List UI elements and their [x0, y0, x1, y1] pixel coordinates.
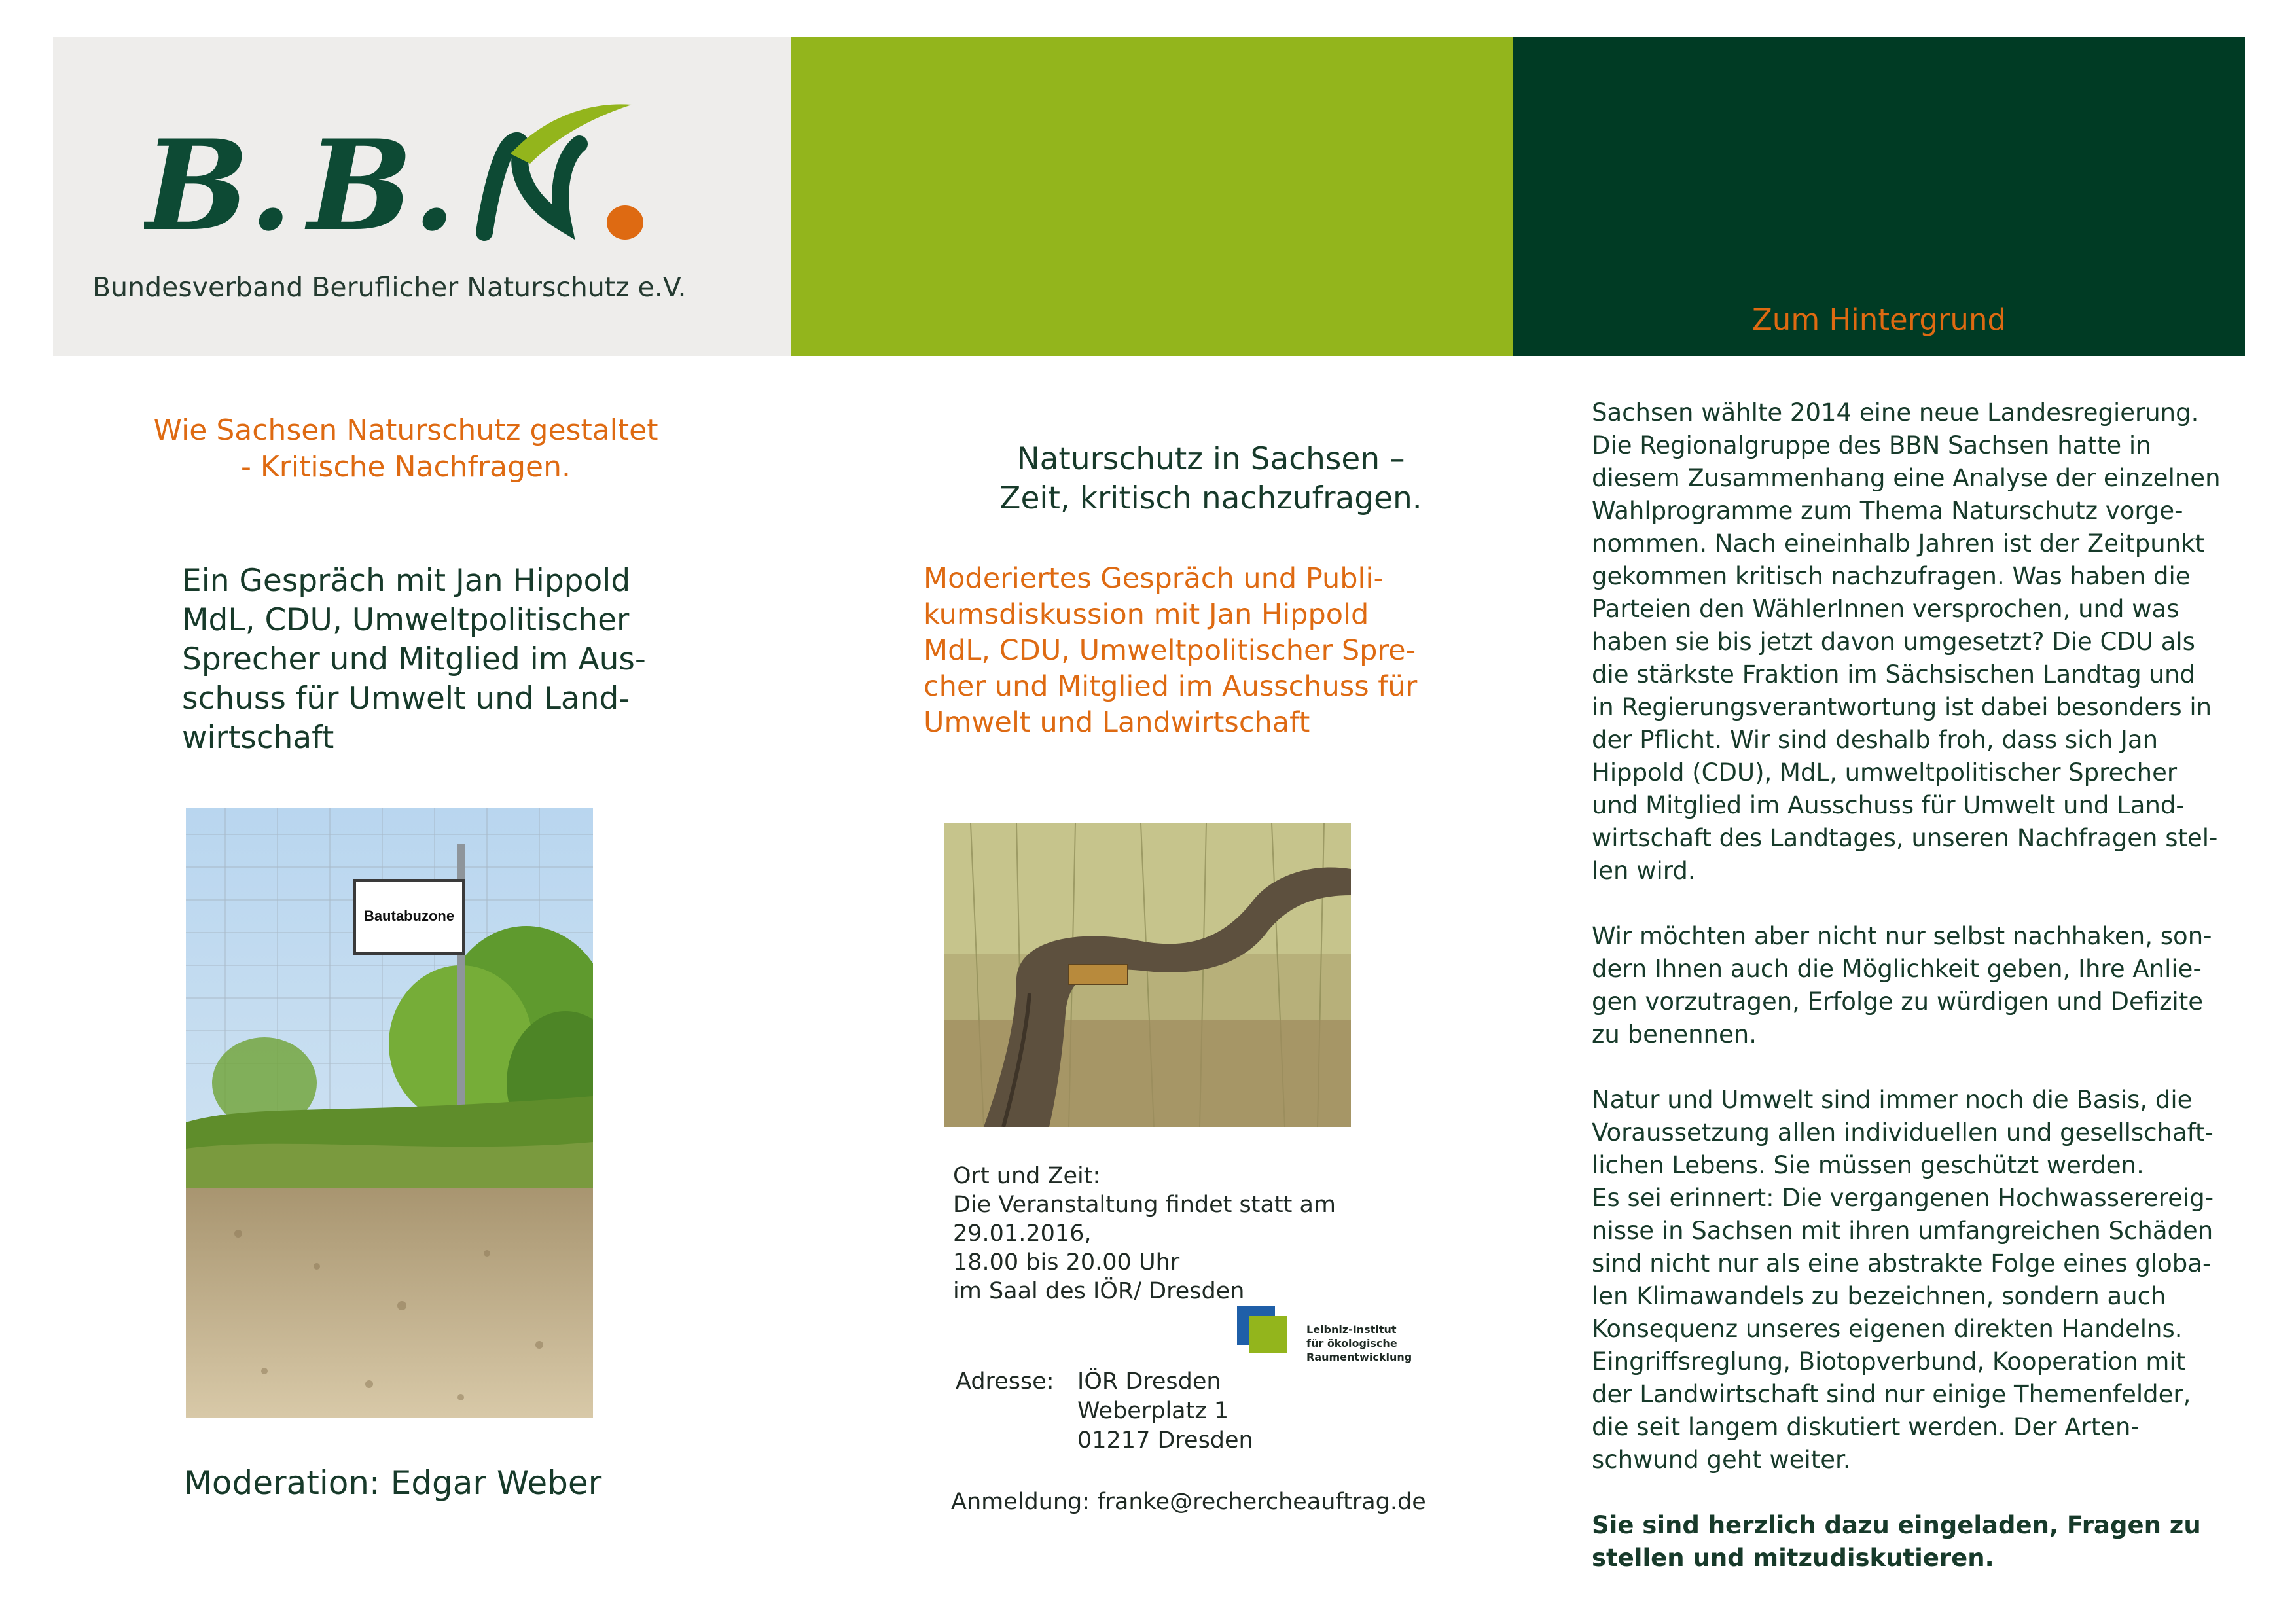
- body-line: Parteien den WählerInnen versprochen, und was: [1592, 595, 2179, 623]
- intro-line: MdL, CDU, Umweltpolitischer: [182, 602, 630, 638]
- closing-line: Sie sind herzlich dazu eingeladen, Fragen zu: [1592, 1511, 2201, 1539]
- body-line: in Regierungsverantwortung ist dabei besonders in: [1592, 693, 2212, 721]
- event-line: 29.01.2016,: [953, 1221, 1092, 1247]
- intro-line: schuss für Umwelt und Land-: [182, 681, 630, 717]
- body-line: wirtschaft des Landtages, unseren Nachfragen stel-: [1592, 824, 2218, 852]
- body-line: Die Regionalgruppe des BBN Sachsen hatte in: [1592, 431, 2151, 459]
- intro-line: Sprecher und Mitglied im Aus-: [182, 641, 646, 677]
- event-line: Die Veranstaltung findet statt am: [953, 1192, 1336, 1218]
- photo-bautabuzone-sign: [186, 808, 593, 1418]
- closing-line: stellen und mitzudiskutieren.: [1592, 1544, 1994, 1572]
- event-line: im Saal des IÖR/ Dresden: [953, 1278, 1245, 1304]
- column1-title-line: - Kritische Nachfragen.: [241, 450, 571, 484]
- intro-line: Ein Gespräch mit Jan Hippold: [182, 563, 631, 599]
- event-info: [953, 1162, 1411, 1306]
- body-line: Hippold (CDU), MdL, umweltpolitischer Sprecher: [1592, 758, 2178, 787]
- body-line: len wird.: [1592, 857, 1696, 885]
- paragraph-gap: [1592, 887, 2233, 920]
- subtitle-line: MdL, CDU, Umweltpolitischer Spre-: [924, 634, 1416, 667]
- body-line: schwund geht weiter.: [1592, 1446, 1851, 1474]
- subtitle-line: cher und Mitglied im Ausschuss für: [924, 670, 1418, 703]
- subtitle-line: kumsdiskussion mit Jan Hippold: [924, 598, 1369, 631]
- body-line: nommen. Nach eineinhalb Jahren ist der Zeitpunkt: [1592, 529, 2205, 558]
- body-line: Es sei erinnert: Die vergangenen Hochwasserereig-: [1592, 1184, 2214, 1212]
- address-line: 01217 Dresden: [1077, 1427, 1253, 1454]
- subtitle-line: Umwelt und Landwirtschaft: [924, 706, 1310, 739]
- ioer-logo-line: Leibniz-Institut: [1306, 1323, 1397, 1336]
- registration-email[interactable]: Anmeldung: franke@rechercheauftrag.de: [951, 1489, 1426, 1515]
- column2-title-line: Zeit, kritisch nachzufragen.: [999, 480, 1422, 516]
- body-line: Konsequenz unseres eigenen direkten Handelns.: [1592, 1315, 2183, 1343]
- body-line: lichen Lebens. Sie müssen geschützt werden.: [1592, 1151, 2144, 1179]
- background-text: [1592, 397, 2233, 1575]
- body-line: Wahlprogramme zum Thema Naturschutz vorge-: [1592, 497, 2183, 525]
- column2-subtitle: [924, 561, 1447, 741]
- background-heading: Zum Hintergrund: [1751, 302, 2007, 337]
- column1-title: [111, 412, 700, 486]
- ioer-logo-line: für ökologische: [1306, 1337, 1397, 1349]
- body-line: und Mitglied im Ausschuss für Umwelt und Land-: [1592, 791, 2185, 819]
- bbn-logo: [144, 92, 668, 281]
- column2-title-line: Naturschutz in Sachsen –: [1016, 441, 1405, 477]
- event-line: 18.00 bis 20.00 Uhr: [953, 1249, 1180, 1275]
- logo-letter-b2: B.: [308, 113, 456, 259]
- header-band-green: [791, 37, 1513, 356]
- body-line: die seit langem diskutiert werden. Der Arten-: [1592, 1413, 2140, 1441]
- body-line: haben sie bis jetzt davon umgesetzt? Die CDU als: [1592, 628, 2195, 656]
- body-line: Sachsen wählte 2014 eine neue Landesregierung.: [1592, 399, 2199, 427]
- address-block: [956, 1367, 1414, 1455]
- paragraph-gap: [1592, 1051, 2233, 1084]
- logo-letter-b1: B.: [144, 113, 293, 259]
- column1-intro: [182, 562, 679, 758]
- column2-title: [877, 440, 1545, 518]
- body-line: nisse in Sachsen mit ihren umfangreichen Schäden: [1592, 1217, 2214, 1245]
- body-line: sind nicht nur als eine abstrakte Folge eines globa-: [1592, 1249, 2212, 1277]
- body-line: Eingriffsreglung, Biotopverbund, Kooperation mit: [1592, 1347, 2186, 1376]
- column1-title-line: Wie Sachsen Naturschutz gestaltet: [153, 414, 658, 447]
- body-line: zu benennen.: [1592, 1020, 1757, 1048]
- paragraph-gap: [1592, 1476, 2233, 1509]
- body-line: Wir möchten aber nicht nur selbst nachhaken, son-: [1592, 922, 2212, 950]
- event-line: Ort und Zeit:: [953, 1163, 1101, 1189]
- subtitle-line: Moderiertes Gespräch und Publi-: [924, 562, 1384, 595]
- body-line: gen vorzutragen, Erfolge zu würdigen und Defizite: [1592, 988, 2204, 1016]
- address-line: IÖR Dresden: [1077, 1368, 1221, 1395]
- body-line: Natur und Umwelt sind immer noch die Basis, die: [1592, 1086, 2193, 1114]
- ioer-logo-text: [1306, 1323, 1450, 1364]
- photo-tree-branch: [944, 823, 1351, 1127]
- body-line: gekommen kritisch nachzufragen. Was haben die: [1592, 562, 2191, 590]
- address-line: Weberplatz 1: [1077, 1398, 1229, 1424]
- logo-orange-dot: [607, 205, 643, 240]
- body-line: der Pflicht. Wir sind deshalb froh, dass sich Jan: [1592, 726, 2159, 754]
- body-line: dern Ihnen auch die Möglichkeit geben, Ihre Anlie-: [1592, 955, 2202, 983]
- intro-line: wirtschaft: [182, 720, 334, 756]
- body-line: der Landwirtschaft sind nur einige Themenfelder,: [1592, 1380, 2191, 1408]
- organization-name: Bundesverband Beruflicher Naturschutz e.V.: [92, 272, 687, 303]
- moderation-credit: Moderation: Edgar Weber: [183, 1464, 602, 1502]
- address-label: Adresse:: [956, 1368, 1054, 1395]
- body-line: Voraussetzung allen individuellen und gesellschaft-: [1592, 1118, 2214, 1147]
- ioer-logo-line: Raumentwicklung: [1306, 1351, 1412, 1363]
- body-line: diesem Zusammenhang eine Analyse der einzelnen: [1592, 464, 2221, 492]
- body-line: len Klimawandels zu bezeichnen, sondern auch: [1592, 1282, 2166, 1310]
- sign-text: Bautabuzone: [363, 908, 455, 924]
- body-line: die stärkste Fraktion im Sächsischen Landtag und: [1592, 660, 2195, 688]
